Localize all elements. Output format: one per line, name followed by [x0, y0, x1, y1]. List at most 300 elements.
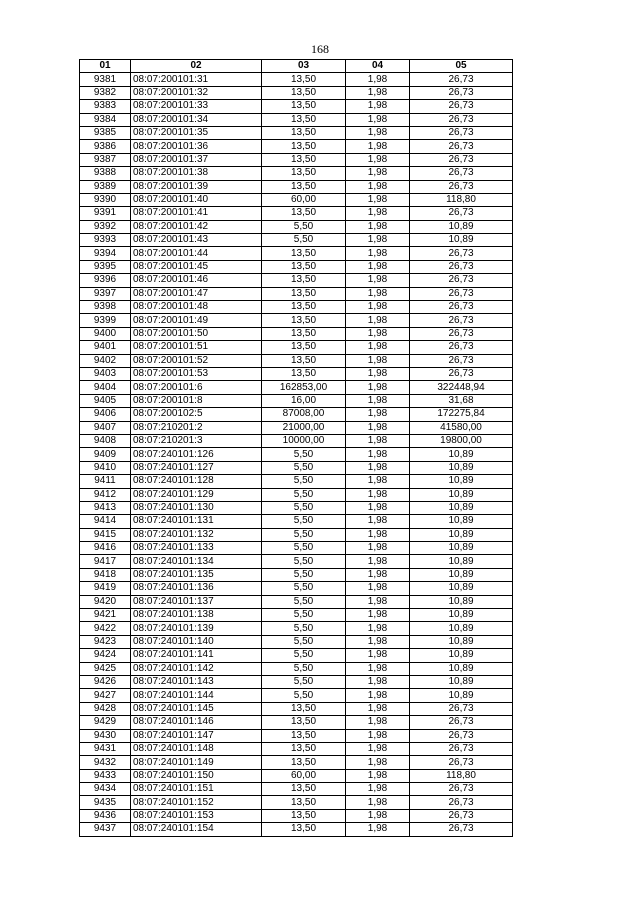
- value-03-cell: 162853,00: [262, 381, 346, 394]
- table-row: [80, 113, 513, 126]
- value-05-cell: 26,73: [410, 809, 513, 822]
- table-row: [80, 180, 513, 193]
- value-03-cell: 13,50: [262, 287, 346, 300]
- value-03-cell: 13,50: [262, 207, 346, 220]
- table-header: [80, 60, 513, 73]
- row-number-cell: 9427: [80, 689, 131, 702]
- value-03-cell: 13,50: [262, 140, 346, 153]
- value-04-cell: 1,98: [346, 341, 410, 354]
- value-03-cell: 13,50: [262, 823, 346, 836]
- value-04-cell: 1,98: [346, 582, 410, 595]
- table-row: [80, 314, 513, 327]
- value-05-cell: 10,89: [410, 649, 513, 662]
- row-number-cell: 9398: [80, 301, 131, 314]
- row-number-cell: 9393: [80, 234, 131, 247]
- value-05-cell: 26,73: [410, 153, 513, 166]
- table-row: [80, 434, 513, 447]
- cadastral-number-cell: 08:07:240101:145: [131, 702, 262, 715]
- row-number-cell: 9436: [80, 809, 131, 822]
- row-number-cell: 9384: [80, 113, 131, 126]
- value-03-cell: 13,50: [262, 729, 346, 742]
- cadastral-number-cell: 08:07:240101:135: [131, 568, 262, 581]
- value-05-cell: 26,73: [410, 756, 513, 769]
- value-03-cell: 5,50: [262, 622, 346, 635]
- value-05-cell: 10,89: [410, 675, 513, 688]
- value-03-cell: 13,50: [262, 301, 346, 314]
- cadastral-number-cell: 08:07:240101:130: [131, 501, 262, 514]
- value-05-cell: 10,89: [410, 689, 513, 702]
- cadastral-number-cell: 08:07:240101:148: [131, 742, 262, 755]
- cadastral-number-cell: 08:07:200101:44: [131, 247, 262, 260]
- row-number-cell: 9399: [80, 314, 131, 327]
- cadastral-number-cell: 08:07:200102:5: [131, 408, 262, 421]
- value-04-cell: 1,98: [346, 716, 410, 729]
- value-05-cell: 26,73: [410, 113, 513, 126]
- value-05-cell: 26,73: [410, 327, 513, 340]
- cadastral-number-cell: 08:07:210201:2: [131, 421, 262, 434]
- value-05-cell: 10,89: [410, 582, 513, 595]
- row-number-cell: 9418: [80, 568, 131, 581]
- value-03-cell: 5,50: [262, 675, 346, 688]
- value-05-cell: 10,89: [410, 220, 513, 233]
- value-03-cell: 21000,00: [262, 421, 346, 434]
- table-row: [80, 153, 513, 166]
- row-number-cell: 9383: [80, 100, 131, 113]
- cadastral-number-cell: 08:07:240101:137: [131, 595, 262, 608]
- value-03-cell: 5,50: [262, 609, 346, 622]
- value-04-cell: 1,98: [346, 501, 410, 514]
- table-row: [80, 756, 513, 769]
- value-05-cell: 26,73: [410, 729, 513, 742]
- value-05-cell: 10,89: [410, 635, 513, 648]
- cadastral-number-cell: 08:07:200101:6: [131, 381, 262, 394]
- value-04-cell: 1,98: [346, 126, 410, 139]
- row-number-cell: 9420: [80, 595, 131, 608]
- value-04-cell: 1,98: [346, 461, 410, 474]
- row-number-cell: 9394: [80, 247, 131, 260]
- value-03-cell: 5,50: [262, 689, 346, 702]
- value-05-cell: 26,73: [410, 247, 513, 260]
- row-number-cell: 9426: [80, 675, 131, 688]
- value-04-cell: 1,98: [346, 488, 410, 501]
- value-03-cell: 5,50: [262, 501, 346, 514]
- table-row: [80, 381, 513, 394]
- value-03-cell: 13,50: [262, 742, 346, 755]
- cadastral-number-cell: 08:07:200101:33: [131, 100, 262, 113]
- value-05-cell: 10,89: [410, 234, 513, 247]
- row-number-cell: 9405: [80, 394, 131, 407]
- row-number-cell: 9385: [80, 126, 131, 139]
- row-number-cell: 9387: [80, 153, 131, 166]
- value-03-cell: 13,50: [262, 167, 346, 180]
- table-row: [80, 301, 513, 314]
- value-03-cell: 5,50: [262, 635, 346, 648]
- cadastral-number-cell: 08:07:200101:40: [131, 193, 262, 206]
- value-03-cell: 13,50: [262, 247, 346, 260]
- table-row: [80, 809, 513, 822]
- value-04-cell: 1,98: [346, 180, 410, 193]
- value-04-cell: 1,98: [346, 73, 410, 86]
- value-03-cell: 5,50: [262, 234, 346, 247]
- value-04-cell: 1,98: [346, 274, 410, 287]
- cadastral-number-cell: 08:07:240101:154: [131, 823, 262, 836]
- row-number-cell: 9400: [80, 327, 131, 340]
- value-05-cell: 26,73: [410, 274, 513, 287]
- row-number-cell: 9412: [80, 488, 131, 501]
- table-row: [80, 595, 513, 608]
- value-04-cell: 1,98: [346, 100, 410, 113]
- cadastral-number-cell: 08:07:200101:31: [131, 73, 262, 86]
- value-05-cell: 26,73: [410, 100, 513, 113]
- cadastral-number-cell: 08:07:240101:126: [131, 448, 262, 461]
- value-03-cell: 5,50: [262, 595, 346, 608]
- value-05-cell: 26,73: [410, 716, 513, 729]
- row-number-cell: 9390: [80, 193, 131, 206]
- cadastral-number-cell: 08:07:200101:34: [131, 113, 262, 126]
- value-03-cell: 5,50: [262, 568, 346, 581]
- value-04-cell: 1,98: [346, 742, 410, 755]
- table-row: [80, 341, 513, 354]
- row-number-cell: 9396: [80, 274, 131, 287]
- row-number-cell: 9417: [80, 555, 131, 568]
- page-number: 168: [311, 42, 329, 56]
- row-number-cell: 9432: [80, 756, 131, 769]
- row-number-cell: 9391: [80, 207, 131, 220]
- value-04-cell: 1,98: [346, 86, 410, 99]
- value-04-cell: 1,98: [346, 260, 410, 273]
- cadastral-number-cell: 08:07:240101:144: [131, 689, 262, 702]
- value-03-cell: 5,50: [262, 528, 346, 541]
- cadastral-number-cell: 08:07:240101:153: [131, 809, 262, 822]
- row-number-cell: 9395: [80, 260, 131, 273]
- row-number-cell: 9389: [80, 180, 131, 193]
- cadastral-number-cell: 08:07:240101:139: [131, 622, 262, 635]
- cadastral-number-cell: 08:07:240101:152: [131, 796, 262, 809]
- value-05-cell: 26,73: [410, 301, 513, 314]
- cadastral-number-cell: 08:07:200101:51: [131, 341, 262, 354]
- cadastral-number-cell: 08:07:200101:53: [131, 367, 262, 380]
- row-number-cell: 9415: [80, 528, 131, 541]
- table-row: [80, 475, 513, 488]
- value-05-cell: 10,89: [410, 662, 513, 675]
- row-number-cell: 9423: [80, 635, 131, 648]
- table-row: [80, 220, 513, 233]
- table-row: [80, 622, 513, 635]
- cadastral-number-cell: 08:07:240101:129: [131, 488, 262, 501]
- value-04-cell: 1,98: [346, 193, 410, 206]
- row-number-cell: 9435: [80, 796, 131, 809]
- table-row: [80, 167, 513, 180]
- value-03-cell: 13,50: [262, 783, 346, 796]
- value-05-cell: 26,73: [410, 140, 513, 153]
- value-04-cell: 1,98: [346, 622, 410, 635]
- value-04-cell: 1,98: [346, 394, 410, 407]
- cadastral-number-cell: 08:07:240101:142: [131, 662, 262, 675]
- value-04-cell: 1,98: [346, 220, 410, 233]
- row-number-cell: 9410: [80, 461, 131, 474]
- value-03-cell: 5,50: [262, 448, 346, 461]
- value-05-cell: 26,73: [410, 354, 513, 367]
- table-row: [80, 126, 513, 139]
- value-04-cell: 1,98: [346, 689, 410, 702]
- table-row: [80, 394, 513, 407]
- table-row: [80, 823, 513, 836]
- table-row: [80, 100, 513, 113]
- row-number-cell: 9404: [80, 381, 131, 394]
- value-04-cell: 1,98: [346, 662, 410, 675]
- row-number-cell: 9416: [80, 542, 131, 555]
- value-04-cell: 1,98: [346, 381, 410, 394]
- value-05-cell: 19800,00: [410, 434, 513, 447]
- column-header-01: 01: [80, 60, 131, 73]
- row-number-cell: 9431: [80, 742, 131, 755]
- value-05-cell: 10,89: [410, 461, 513, 474]
- table-row: [80, 635, 513, 648]
- value-03-cell: 5,50: [262, 542, 346, 555]
- cadastral-number-cell: 08:07:240101:147: [131, 729, 262, 742]
- cadastral-number-cell: 08:07:200101:50: [131, 327, 262, 340]
- value-05-cell: 10,89: [410, 488, 513, 501]
- table-row: [80, 140, 513, 153]
- column-header-04: 04: [346, 60, 410, 73]
- table-body: [80, 73, 513, 836]
- cadastral-number-cell: 08:07:240101:138: [131, 609, 262, 622]
- value-04-cell: 1,98: [346, 113, 410, 126]
- value-05-cell: 26,73: [410, 126, 513, 139]
- cadastral-number-cell: 08:07:240101:131: [131, 515, 262, 528]
- value-04-cell: 1,98: [346, 823, 410, 836]
- value-04-cell: 1,98: [346, 408, 410, 421]
- cadastral-number-cell: 08:07:240101:133: [131, 542, 262, 555]
- table-row: [80, 448, 513, 461]
- table-row: [80, 649, 513, 662]
- value-05-cell: 10,89: [410, 501, 513, 514]
- value-03-cell: 5,50: [262, 488, 346, 501]
- table-row: [80, 716, 513, 729]
- table-row: [80, 488, 513, 501]
- value-03-cell: 13,50: [262, 126, 346, 139]
- cadastral-number-cell: 08:07:240101:128: [131, 475, 262, 488]
- row-number-cell: 9437: [80, 823, 131, 836]
- value-05-cell: 10,89: [410, 595, 513, 608]
- value-04-cell: 1,98: [346, 609, 410, 622]
- value-04-cell: 1,98: [346, 140, 410, 153]
- row-number-cell: 9430: [80, 729, 131, 742]
- table-row: [80, 461, 513, 474]
- value-04-cell: 1,98: [346, 783, 410, 796]
- row-number-cell: 9413: [80, 501, 131, 514]
- row-number-cell: 9409: [80, 448, 131, 461]
- cadastral-number-cell: 08:07:200101:41: [131, 207, 262, 220]
- row-number-cell: 9402: [80, 354, 131, 367]
- value-05-cell: 26,73: [410, 367, 513, 380]
- value-05-cell: 118,80: [410, 193, 513, 206]
- row-number-cell: 9386: [80, 140, 131, 153]
- table-row: [80, 501, 513, 514]
- value-05-cell: 10,89: [410, 515, 513, 528]
- value-03-cell: 5,50: [262, 582, 346, 595]
- value-03-cell: 13,50: [262, 756, 346, 769]
- value-05-cell: 41580,00: [410, 421, 513, 434]
- cadastral-number-cell: 08:07:240101:151: [131, 783, 262, 796]
- cadastral-number-cell: 08:07:200101:52: [131, 354, 262, 367]
- row-number-cell: 9411: [80, 475, 131, 488]
- value-03-cell: 13,50: [262, 153, 346, 166]
- row-number-cell: 9401: [80, 341, 131, 354]
- value-04-cell: 1,98: [346, 649, 410, 662]
- value-05-cell: 10,89: [410, 528, 513, 541]
- value-04-cell: 1,98: [346, 635, 410, 648]
- table-row: [80, 675, 513, 688]
- value-04-cell: 1,98: [346, 542, 410, 555]
- cadastral-number-cell: 08:07:240101:143: [131, 675, 262, 688]
- table-row: [80, 421, 513, 434]
- table-row: [80, 193, 513, 206]
- value-04-cell: 1,98: [346, 327, 410, 340]
- table-row: [80, 555, 513, 568]
- value-05-cell: 26,73: [410, 783, 513, 796]
- value-05-cell: 10,89: [410, 542, 513, 555]
- table-row: [80, 234, 513, 247]
- value-03-cell: 13,50: [262, 327, 346, 340]
- value-04-cell: 1,98: [346, 367, 410, 380]
- cadastral-number-cell: 08:07:240101:136: [131, 582, 262, 595]
- value-04-cell: 1,98: [346, 207, 410, 220]
- value-03-cell: 13,50: [262, 274, 346, 287]
- cadastral-number-cell: 08:07:240101:150: [131, 769, 262, 782]
- value-03-cell: 13,50: [262, 367, 346, 380]
- value-05-cell: 26,73: [410, 314, 513, 327]
- row-number-cell: 9421: [80, 609, 131, 622]
- table-row: [80, 582, 513, 595]
- row-number-cell: 9397: [80, 287, 131, 300]
- value-05-cell: 26,73: [410, 73, 513, 86]
- table-row: [80, 287, 513, 300]
- value-03-cell: 5,50: [262, 475, 346, 488]
- cadastral-number-cell: 08:07:200101:48: [131, 301, 262, 314]
- cadastral-number-cell: 08:07:240101:127: [131, 461, 262, 474]
- row-number-cell: 9425: [80, 662, 131, 675]
- value-03-cell: 13,50: [262, 354, 346, 367]
- value-03-cell: 13,50: [262, 113, 346, 126]
- value-05-cell: 10,89: [410, 475, 513, 488]
- table-row: [80, 73, 513, 86]
- value-04-cell: 1,98: [346, 528, 410, 541]
- cadastral-number-cell: 08:07:200101:47: [131, 287, 262, 300]
- row-number-cell: 9429: [80, 716, 131, 729]
- cadastral-number-cell: 08:07:200101:49: [131, 314, 262, 327]
- row-number-cell: 9434: [80, 783, 131, 796]
- value-05-cell: 322448,94: [410, 381, 513, 394]
- value-03-cell: 5,50: [262, 649, 346, 662]
- table-row: [80, 783, 513, 796]
- column-header-05: 05: [410, 60, 513, 73]
- row-number-cell: 9422: [80, 622, 131, 635]
- value-05-cell: 26,73: [410, 702, 513, 715]
- value-04-cell: 1,98: [346, 247, 410, 260]
- table-row: [80, 86, 513, 99]
- row-number-cell: 9424: [80, 649, 131, 662]
- cadastral-number-cell: 08:07:240101:140: [131, 635, 262, 648]
- value-04-cell: 1,98: [346, 314, 410, 327]
- value-04-cell: 1,98: [346, 287, 410, 300]
- table-row: [80, 528, 513, 541]
- value-05-cell: 26,73: [410, 796, 513, 809]
- value-04-cell: 1,98: [346, 595, 410, 608]
- row-number-cell: 9381: [80, 73, 131, 86]
- row-number-cell: 9392: [80, 220, 131, 233]
- table-header-row: [80, 60, 513, 73]
- value-04-cell: 1,98: [346, 301, 410, 314]
- value-05-cell: 10,89: [410, 568, 513, 581]
- value-03-cell: 13,50: [262, 260, 346, 273]
- value-04-cell: 1,98: [346, 434, 410, 447]
- value-03-cell: 13,50: [262, 314, 346, 327]
- value-03-cell: 10000,00: [262, 434, 346, 447]
- table-row: [80, 769, 513, 782]
- value-05-cell: 26,73: [410, 180, 513, 193]
- value-03-cell: 13,50: [262, 341, 346, 354]
- value-05-cell: 26,73: [410, 86, 513, 99]
- row-number-cell: 9403: [80, 367, 131, 380]
- cadastral-number-cell: 08:07:240101:149: [131, 756, 262, 769]
- value-05-cell: 26,73: [410, 207, 513, 220]
- value-05-cell: 31,68: [410, 394, 513, 407]
- value-04-cell: 1,98: [346, 167, 410, 180]
- value-04-cell: 1,98: [346, 354, 410, 367]
- row-number-cell: 9419: [80, 582, 131, 595]
- row-number-cell: 9406: [80, 408, 131, 421]
- cadastral-number-cell: 08:07:210201:3: [131, 434, 262, 447]
- value-03-cell: 5,50: [262, 220, 346, 233]
- value-05-cell: 118,80: [410, 769, 513, 782]
- column-header-03: 03: [262, 60, 346, 73]
- value-03-cell: 5,50: [262, 461, 346, 474]
- value-04-cell: 1,98: [346, 568, 410, 581]
- table-row: [80, 689, 513, 702]
- row-number-cell: 9433: [80, 769, 131, 782]
- value-05-cell: 26,73: [410, 167, 513, 180]
- value-04-cell: 1,98: [346, 809, 410, 822]
- table-row: [80, 408, 513, 421]
- value-03-cell: 5,50: [262, 662, 346, 675]
- cadastral-number-cell: 08:07:200101:8: [131, 394, 262, 407]
- table-row: [80, 568, 513, 581]
- table-row: [80, 247, 513, 260]
- value-04-cell: 1,98: [346, 234, 410, 247]
- value-05-cell: 172275,84: [410, 408, 513, 421]
- value-04-cell: 1,98: [346, 555, 410, 568]
- table-row: [80, 327, 513, 340]
- value-04-cell: 1,98: [346, 421, 410, 434]
- table-row: [80, 260, 513, 273]
- value-05-cell: 10,89: [410, 448, 513, 461]
- value-04-cell: 1,98: [346, 796, 410, 809]
- value-03-cell: 5,50: [262, 515, 346, 528]
- value-03-cell: 13,50: [262, 86, 346, 99]
- data-table: [79, 59, 513, 837]
- cadastral-number-cell: 08:07:240101:132: [131, 528, 262, 541]
- value-05-cell: 26,73: [410, 341, 513, 354]
- value-05-cell: 26,73: [410, 260, 513, 273]
- value-03-cell: 87008,00: [262, 408, 346, 421]
- value-05-cell: 10,89: [410, 609, 513, 622]
- table-row: [80, 729, 513, 742]
- column-header-02: 02: [131, 60, 262, 73]
- value-04-cell: 1,98: [346, 756, 410, 769]
- value-05-cell: 26,73: [410, 823, 513, 836]
- value-03-cell: 13,50: [262, 73, 346, 86]
